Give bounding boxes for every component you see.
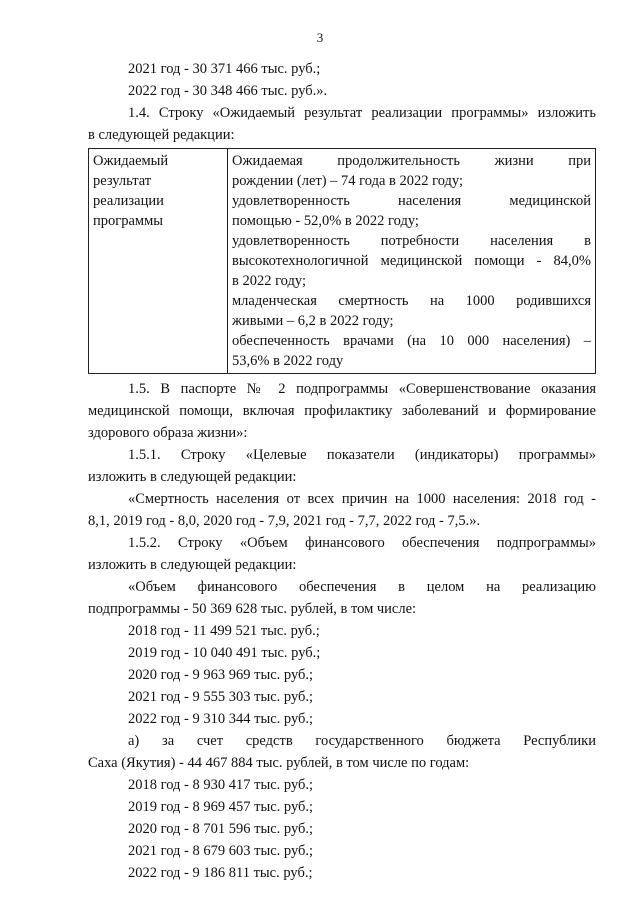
financing-line: «Объем финансового обеспечения в целом на реализацию [128, 579, 596, 595]
year-amount-line: 2022 год - 9 186 811 тыс. руб.; [128, 865, 313, 881]
paragraph-1-5-line: медицинской помощи, включая профилактику заболеваний и формирование [88, 403, 596, 419]
cell-line: младенческая смертность на 1000 родившихся [232, 293, 591, 309]
paragraph-1-4-line: 1.4. Строку «Ожидаемый результат реализации программы» изложить [128, 105, 596, 121]
cell-line: живыми – 6,2 в 2022 году; [232, 313, 394, 329]
cell-line: рождении (лет) – 74 года в 2022 году; [232, 173, 464, 189]
cell-line: Ожидаемая продолжительность жизни при [232, 153, 591, 169]
table-cell-value [228, 149, 596, 374]
year-amount-line: 2020 год - 8 701 596 тыс. руб.; [128, 821, 314, 837]
mortality-line: 8,1, 2019 год - 8,0, 2020 год - 7,9, 2021 год - 7,7, 2022 год - 7,5.». [88, 513, 481, 529]
cell-line: результат [93, 173, 152, 189]
paragraph-1-5-line: здорового образа жизни»: [88, 425, 248, 441]
table-cell-label [89, 149, 228, 374]
table-row [89, 149, 596, 374]
document-body [88, 58, 596, 884]
state-budget-line: а) за счет средств государственного бюджета Республики [128, 733, 596, 749]
year-amount-line: 2020 год - 9 963 969 тыс. руб.; [128, 667, 314, 683]
year-amount-line: 2021 год - 9 555 303 тыс. руб.; [128, 689, 314, 705]
year-amount-line: 2019 год - 8 969 457 тыс. руб.; [128, 799, 314, 815]
expected-result-table [88, 148, 596, 374]
year-amount-line: 2019 год - 10 040 491 тыс. руб.; [128, 645, 321, 661]
cell-line: в 2022 году; [232, 273, 306, 289]
cell-line: помощью - 52,0% в 2022 году; [232, 213, 419, 229]
paragraph-1-5-1-line: изложить в следующей редакции: [88, 469, 297, 485]
text-line: 2021 год - 30 371 466 тыс. руб.; [128, 61, 321, 77]
text-line: 2022 год - 30 348 466 тыс. руб.». [128, 83, 328, 99]
cell-line: обеспеченность врачами (на 10 000 населения) – [232, 333, 591, 349]
paragraph-1-5-line: 1.5. В паспорте № 2 подпрограммы «Совершенствование оказания [128, 381, 596, 397]
paragraph-1-5-2-line: 1.5.2. Строку «Объем финансового обеспечения подпрограммы» [128, 535, 596, 551]
cell-line: удовлетворенность населения медицинской [232, 193, 591, 209]
cell-line: высокотехнологичной медицинской помощи - 84,0% [232, 253, 591, 269]
financing-line: подпрограммы - 50 369 628 тыс. рублей, в том числе: [88, 601, 417, 617]
year-amount-line: 2021 год - 8 679 603 тыс. руб.; [128, 843, 314, 859]
year-amount-line: 2018 год - 11 499 521 тыс. руб.; [128, 623, 320, 639]
cell-line: реализации [93, 193, 164, 209]
year-amount-line: 2018 год - 8 930 417 тыс. руб.; [128, 777, 314, 793]
paragraph-1-5-2-line: изложить в следующей редакции: [88, 557, 297, 573]
year-amount-line: 2022 год - 9 310 344 тыс. руб.; [128, 711, 314, 727]
page-number: 3 [316, 30, 324, 45]
paragraph-1-5-1-line: 1.5.1. Строку «Целевые показатели (индикаторы) программы» [128, 447, 596, 463]
cell-line: программы [93, 213, 163, 229]
state-budget-line: Саха (Якутия) - 44 467 884 тыс. рублей, в том числе по годам: [88, 755, 470, 771]
mortality-line: «Смертность населения от всех причин на 1000 населения: 2018 год - [128, 491, 596, 507]
cell-line: Ожидаемый [93, 153, 169, 169]
cell-line: 53,6% в 2022 году [232, 353, 344, 369]
paragraph-1-4-line: в следующей редакции: [88, 127, 235, 143]
cell-line: удовлетворенность потребности населения в [232, 233, 591, 249]
